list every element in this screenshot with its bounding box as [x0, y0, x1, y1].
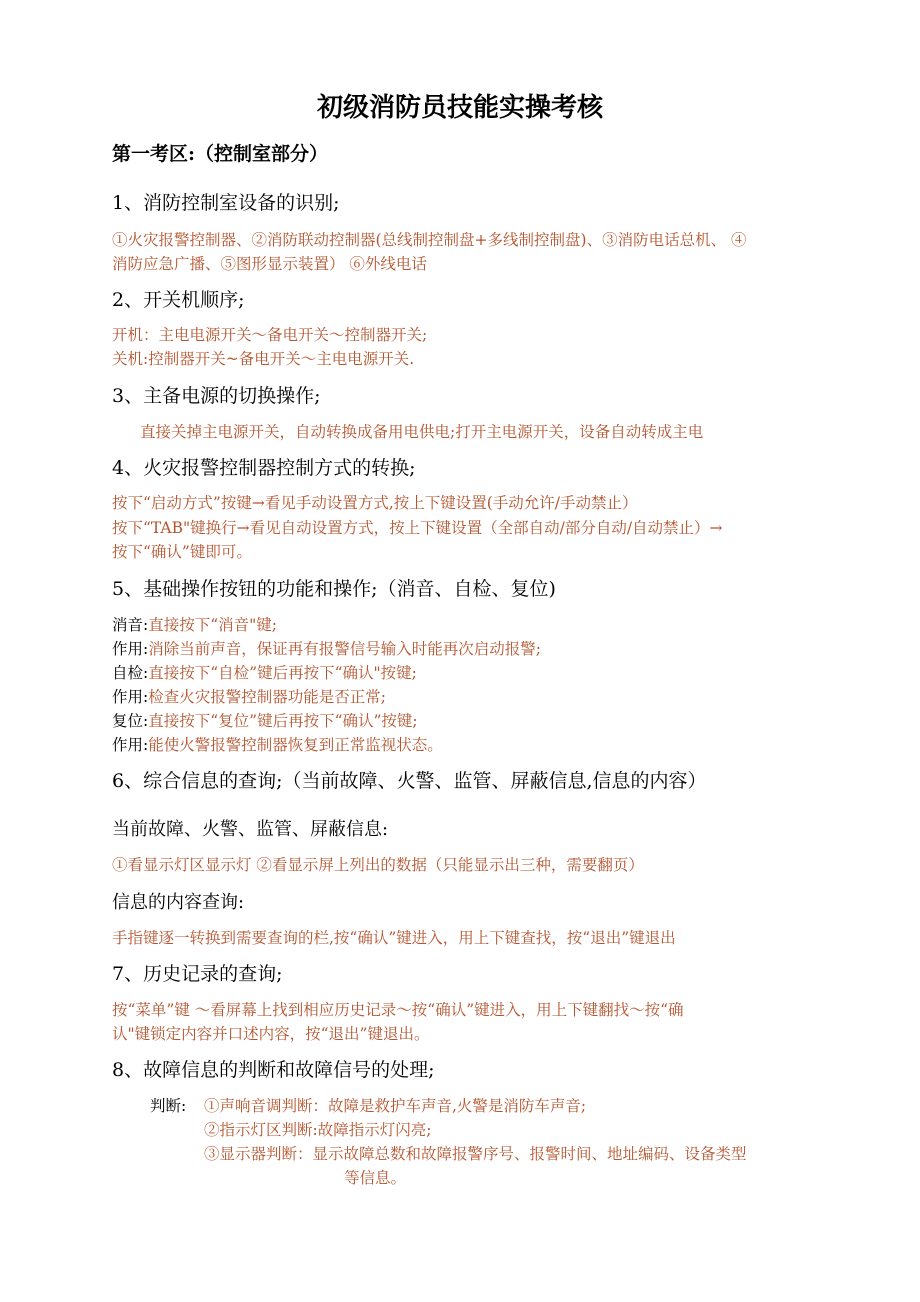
section-4-heading: 4、火灾报警控制器控制方式的转换;: [112, 457, 416, 479]
section-3-line: 直接关掉主电源开关，自动转换成备用电供电;打开主电源开关，设备自动转成主电: [140, 423, 704, 441]
section-6-subheading: 信息的内容查询:: [112, 892, 245, 913]
line-label: 作用:: [112, 640, 149, 658]
line-text: 能使火警报警控制器恢复到正常监视状态。: [148, 736, 443, 754]
section-2-line: 开机：主电电源开关～备电开关～控制器开关;: [112, 326, 428, 344]
line-label: 作用:: [112, 736, 149, 754]
section-8-line: 等信息。: [344, 1169, 407, 1187]
line-text: 直接按下“自检”键后再按下“确认"按键;: [148, 664, 417, 682]
section-6-line: 手指键逐一转换到需要查询的栏,按“确认”键进入，用上下键查找，按“退出”键退出: [112, 929, 676, 947]
section-2-line: 关机:控制器开关~备电开关～主电电源开关.: [112, 350, 415, 368]
section-1-line: ①火灾报警控制器、②消防联动控制器(总线制控制盘+多线制控制盘)、③消防电话总机、 ④: [112, 231, 747, 249]
section-1-heading: 1、消防控制室设备的识别;: [112, 192, 340, 214]
line-label: 消音:: [112, 616, 149, 634]
line-text: 直接按下“复位”键后再按下“确认”按键;: [148, 712, 418, 730]
section-8-line: ②指示灯区判断:故障指示灯闪亮;: [204, 1121, 432, 1139]
zone-heading: 第一考区:（控制室部分）: [112, 143, 329, 165]
section-5-heading: 5、基础操作按钮的功能和操作;（消音、自检、复位): [112, 578, 556, 600]
section-7-line: 认"键锁定内容并口述内容，按“退出”键退出。: [112, 1025, 430, 1043]
line-text: 消除当前声音，保证再有报警信号输入时能再次启动报警;: [148, 640, 541, 658]
section-5-line: [112, 685, 386, 709]
section-5-line: [112, 733, 443, 757]
line-label: 作用:: [112, 688, 149, 706]
section-5-line: [112, 613, 277, 637]
section-6-heading: 6、综合信息的查询;（当前故障、火警、监管、屏蔽信息,信息的内容）: [112, 770, 707, 792]
section-5-line: [112, 661, 417, 685]
section-6-subheading: 当前故障、火警、监管、屏蔽信息:: [112, 819, 389, 840]
judge-label: 判断:: [150, 1097, 187, 1115]
section-5-line: [112, 637, 541, 661]
section-8-line: ③显示器判断：显示故障总数和故障报警序号、报警时间、地址编码、设备类型: [204, 1145, 747, 1163]
section-5-line: [112, 709, 418, 733]
section-2-heading: 2、开关机顺序;: [112, 289, 245, 311]
line-label: 复位:: [112, 712, 149, 730]
section-7-line: 按“菜单”键 ～看屏幕上找到相应历史记录～按“确认”键进入，用上下键翻找～按“确: [112, 1001, 684, 1019]
section-4-line: 按下“确认”键即可。: [112, 543, 252, 561]
line-text: 检查火灾报警控制器功能是否正常;: [148, 688, 386, 706]
section-4-line: 按下“启动方式”按键→看见手动设置方式,按上下键设置(手动允许/手动禁止）: [112, 494, 638, 512]
line-text: 直接按下“消音"键;: [148, 616, 278, 634]
section-8-line: ①声响音调判断：故障是救护车声音,火警是消防车声音;: [204, 1097, 587, 1115]
section-8-heading: 8、故障信息的判断和故障信号的处理;: [112, 1059, 435, 1081]
section-1-line: 消防应急广播、⑤图形显示装置） ⑥外线电话: [112, 255, 427, 273]
line-label: 自检:: [112, 664, 149, 682]
section-7-heading: 7、历史记录的查询;: [112, 963, 283, 985]
document-title: 初级消防员技能实操考核: [316, 93, 603, 123]
section-4-line: 按下“TAB"键换行→看见自动设置方式，按上下键设置（全部自动/部分自动/自动禁止）→: [112, 519, 723, 537]
section-6-line: ①看显示灯区显示灯 ②看显示屏上列出的数据（只能显示出三种，需要翻页）: [112, 856, 644, 874]
section-3-heading: 3、主备电源的切换操作;: [112, 385, 321, 407]
